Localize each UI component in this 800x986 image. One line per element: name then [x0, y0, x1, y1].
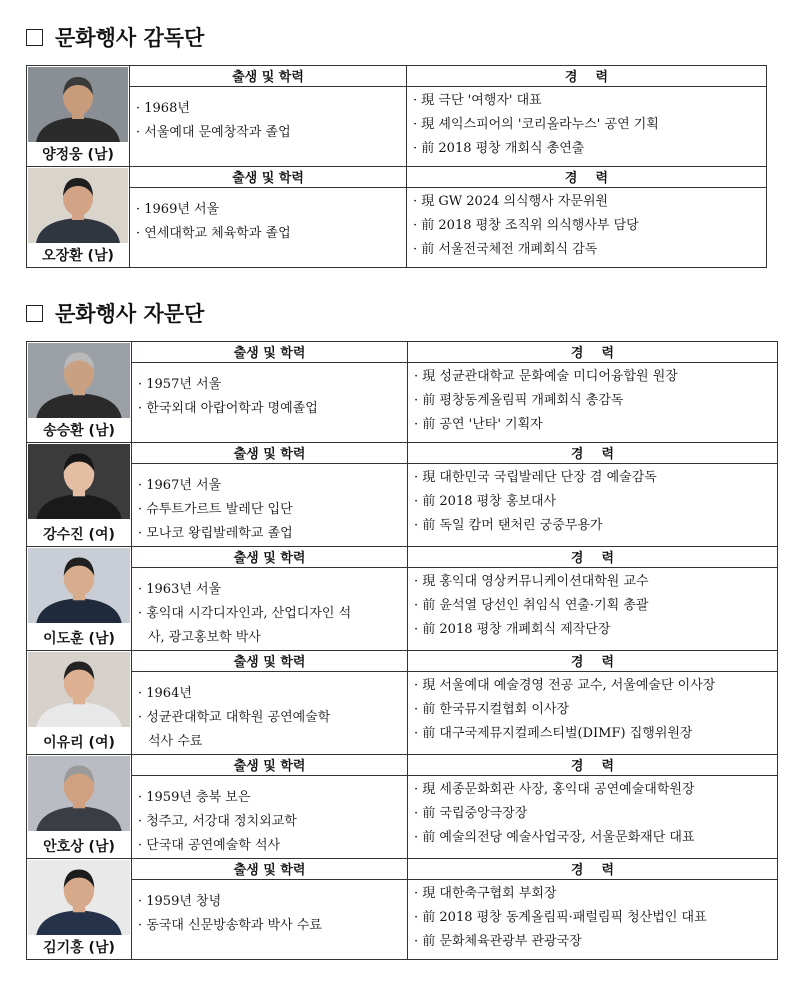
- person-photo: [28, 343, 130, 418]
- table-row: [27, 776, 778, 859]
- person-name: 이도훈 (남): [43, 631, 115, 647]
- education-line: · 서울예대 문예창작과 졸업: [136, 125, 291, 140]
- career-line: · 現 성균관대학교 문화예술 미디어융합원 원장: [414, 369, 678, 384]
- career-line: · 前 문화체육관광부 관광국장: [414, 934, 582, 949]
- person-photo-cell: [27, 342, 132, 443]
- career-cell: [408, 880, 778, 960]
- career-header: 경 력: [408, 651, 778, 672]
- education-line: · 동국대 신문방송학과 박사 수료: [138, 918, 322, 933]
- career-header: 경 력: [408, 443, 778, 464]
- person-name: 김기홍 (남): [43, 940, 115, 956]
- table-header-row: [27, 66, 767, 87]
- career-cell: [408, 464, 778, 547]
- education-header: 출생 및 학력: [132, 547, 408, 568]
- person-photo: [28, 444, 130, 519]
- career-header: 경 력: [408, 859, 778, 880]
- person-name: 강수진 (여): [43, 527, 115, 543]
- career-line: · 前 윤석열 당선인 취임식 연출·기획 총괄: [414, 598, 649, 613]
- portrait-photo: [28, 343, 130, 418]
- education-header: 출생 및 학력: [130, 167, 407, 188]
- career-line: · 前 서울전국체전 개폐회식 감독: [413, 242, 598, 257]
- section-title-supervisors: [26, 22, 204, 52]
- section-title-text: 문화행사 자문단: [55, 302, 205, 326]
- table-header-row: [27, 651, 778, 672]
- career-header: 경 력: [408, 755, 778, 776]
- education-cell: [130, 188, 407, 268]
- table-header-row: [27, 755, 778, 776]
- person-photo: [28, 168, 128, 243]
- education-line: · 1969년 서울: [136, 202, 220, 217]
- table-row: [27, 568, 778, 651]
- person-name: 양정웅 (남): [42, 147, 114, 163]
- portrait-photo: [28, 756, 130, 831]
- education-line: · 1959년 충북 보은: [138, 790, 251, 805]
- career-line: · 前 대구국제뮤지컬페스티벌(DIMF) 집행위원장: [414, 726, 693, 741]
- table-row: [27, 363, 778, 443]
- career-cell: [408, 568, 778, 651]
- education-line: · 성균관대학교 대학원 공연예술학: [138, 710, 331, 725]
- education-cell: [132, 672, 408, 755]
- portrait-photo: [28, 444, 130, 519]
- section-title-advisors: [26, 298, 204, 328]
- person-name: 오장환 (남): [42, 248, 114, 264]
- career-line: · 前 2018 평창 동계올림픽·패럴림픽 청산법인 대표: [414, 910, 707, 925]
- career-line: · 前 평창동계올림픽 개폐회식 총감독: [414, 393, 624, 408]
- education-header: 출생 및 학력: [132, 342, 408, 363]
- person-photo: [28, 67, 128, 142]
- table-row: [27, 880, 778, 960]
- supervisor-table: [26, 65, 767, 268]
- portrait-photo: [28, 67, 128, 142]
- career-header: 경 력: [408, 547, 778, 568]
- table-row: [27, 87, 767, 167]
- career-line: · 前 2018 평창 조직위 의식행사부 담당: [413, 218, 639, 233]
- portrait-photo: [28, 652, 130, 727]
- person-photo-cell: [27, 651, 132, 755]
- career-cell: [407, 87, 767, 167]
- career-line: · 前 독일 캄머 탠처린 궁중무용가: [414, 518, 603, 533]
- person-photo: [28, 860, 130, 935]
- person-photo: [28, 756, 130, 831]
- table-row: [27, 188, 767, 268]
- person-photo-cell: [27, 167, 130, 268]
- education-line: · 연세대학교 체육학과 졸업: [136, 226, 291, 241]
- career-line: · 前 공연 '난타' 기획자: [414, 417, 543, 432]
- career-cell: [408, 776, 778, 859]
- career-line: · 前 국립중앙극장장: [414, 806, 528, 821]
- education-line: · 한국외대 아랍어학과 명예졸업: [138, 401, 318, 416]
- education-line: 석사 수료: [148, 734, 203, 749]
- person-photo-cell: [27, 755, 132, 859]
- portrait-photo: [28, 168, 128, 243]
- career-cell: [408, 672, 778, 755]
- career-header: 경 력: [407, 66, 767, 87]
- career-line: · 現 홍익대 영상커뮤니케이션대학원 교수: [414, 574, 649, 589]
- education-line: · 모나코 왕립발레학교 졸업: [138, 526, 293, 541]
- table-header-row: [27, 443, 778, 464]
- education-line: · 단국대 공연예술학 석사: [138, 838, 281, 853]
- table-header-row: [27, 167, 767, 188]
- career-line: · 前 2018 평창 개폐회식 제작단장: [414, 622, 611, 637]
- career-line: · 現 대한축구협회 부회장: [414, 886, 557, 901]
- education-header: 출생 및 학력: [132, 859, 408, 880]
- table-row: [27, 464, 778, 547]
- education-cell: [132, 464, 408, 547]
- education-line: · 1967년 서울: [138, 478, 222, 493]
- education-line: 사, 광고홍보학 박사: [148, 630, 261, 645]
- education-header: 출생 및 학력: [132, 755, 408, 776]
- person-name: 송승환 (남): [43, 423, 115, 439]
- career-cell: [408, 363, 778, 443]
- education-line: · 1963년 서울: [138, 582, 222, 597]
- career-line: · 現 세종문화회관 사장, 홍익대 공연예술대학원장: [414, 782, 695, 797]
- person-name: 이유리 (여): [43, 735, 115, 751]
- checkbox-square-icon: [26, 305, 43, 322]
- table-row: [27, 672, 778, 755]
- education-header: 출생 및 학력: [130, 66, 407, 87]
- career-line: · 前 예술의전당 예술사업국장, 서울문화재단 대표: [414, 830, 695, 845]
- career-line: · 前 2018 평창 개회식 총연출: [413, 141, 585, 156]
- education-cell: [130, 87, 407, 167]
- education-line: · 1959년 창녕: [138, 894, 222, 909]
- person-name: 안호상 (남): [43, 839, 115, 855]
- checkbox-square-icon: [26, 29, 43, 46]
- education-line: · 슈투트가르트 발레단 입단: [138, 502, 293, 517]
- education-cell: [132, 568, 408, 651]
- career-cell: [407, 188, 767, 268]
- career-line: · 現 극단 '여행자' 대표: [413, 93, 542, 108]
- portrait-photo: [28, 860, 130, 935]
- education-line: · 홍익대 시각디자인과, 산업디자인 석: [138, 606, 352, 621]
- education-line: · 청주고, 서강대 정치외교학: [138, 814, 297, 829]
- career-line: · 現 GW 2024 의식행사 자문위원: [413, 194, 609, 209]
- education-line: · 1957년 서울: [138, 377, 222, 392]
- person-photo-cell: [27, 443, 132, 547]
- career-header: 경 력: [408, 342, 778, 363]
- career-line: · 現 대한민국 국립발레단 단장 겸 예술감독: [414, 470, 657, 485]
- person-photo-cell: [27, 66, 130, 167]
- person-photo-cell: [27, 547, 132, 651]
- table-header-row: [27, 342, 778, 363]
- table-header-row: [27, 547, 778, 568]
- section-title-text: 문화행사 감독단: [55, 26, 205, 50]
- table-header-row: [27, 859, 778, 880]
- portrait-photo: [28, 548, 130, 623]
- education-header: 출생 및 학력: [132, 651, 408, 672]
- education-cell: [132, 880, 408, 960]
- career-line: · 前 한국뮤지컬협회 이사장: [414, 702, 570, 717]
- education-line: · 1964년: [138, 686, 192, 701]
- education-line: · 1968년: [136, 101, 190, 116]
- person-photo-cell: [27, 859, 132, 960]
- person-photo: [28, 548, 130, 623]
- career-line: · 現 서울예대 예술경영 전공 교수, 서울예술단 이사장: [414, 678, 716, 693]
- education-cell: [132, 363, 408, 443]
- advisor-table: [26, 341, 778, 960]
- person-photo: [28, 652, 130, 727]
- education-header: 출생 및 학력: [132, 443, 408, 464]
- career-line: · 前 2018 평창 홍보대사: [414, 494, 557, 509]
- education-cell: [132, 776, 408, 859]
- career-line: · 現 셰익스피어의 '코리올라누스' 공연 기획: [413, 117, 659, 132]
- career-header: 경 력: [407, 167, 767, 188]
